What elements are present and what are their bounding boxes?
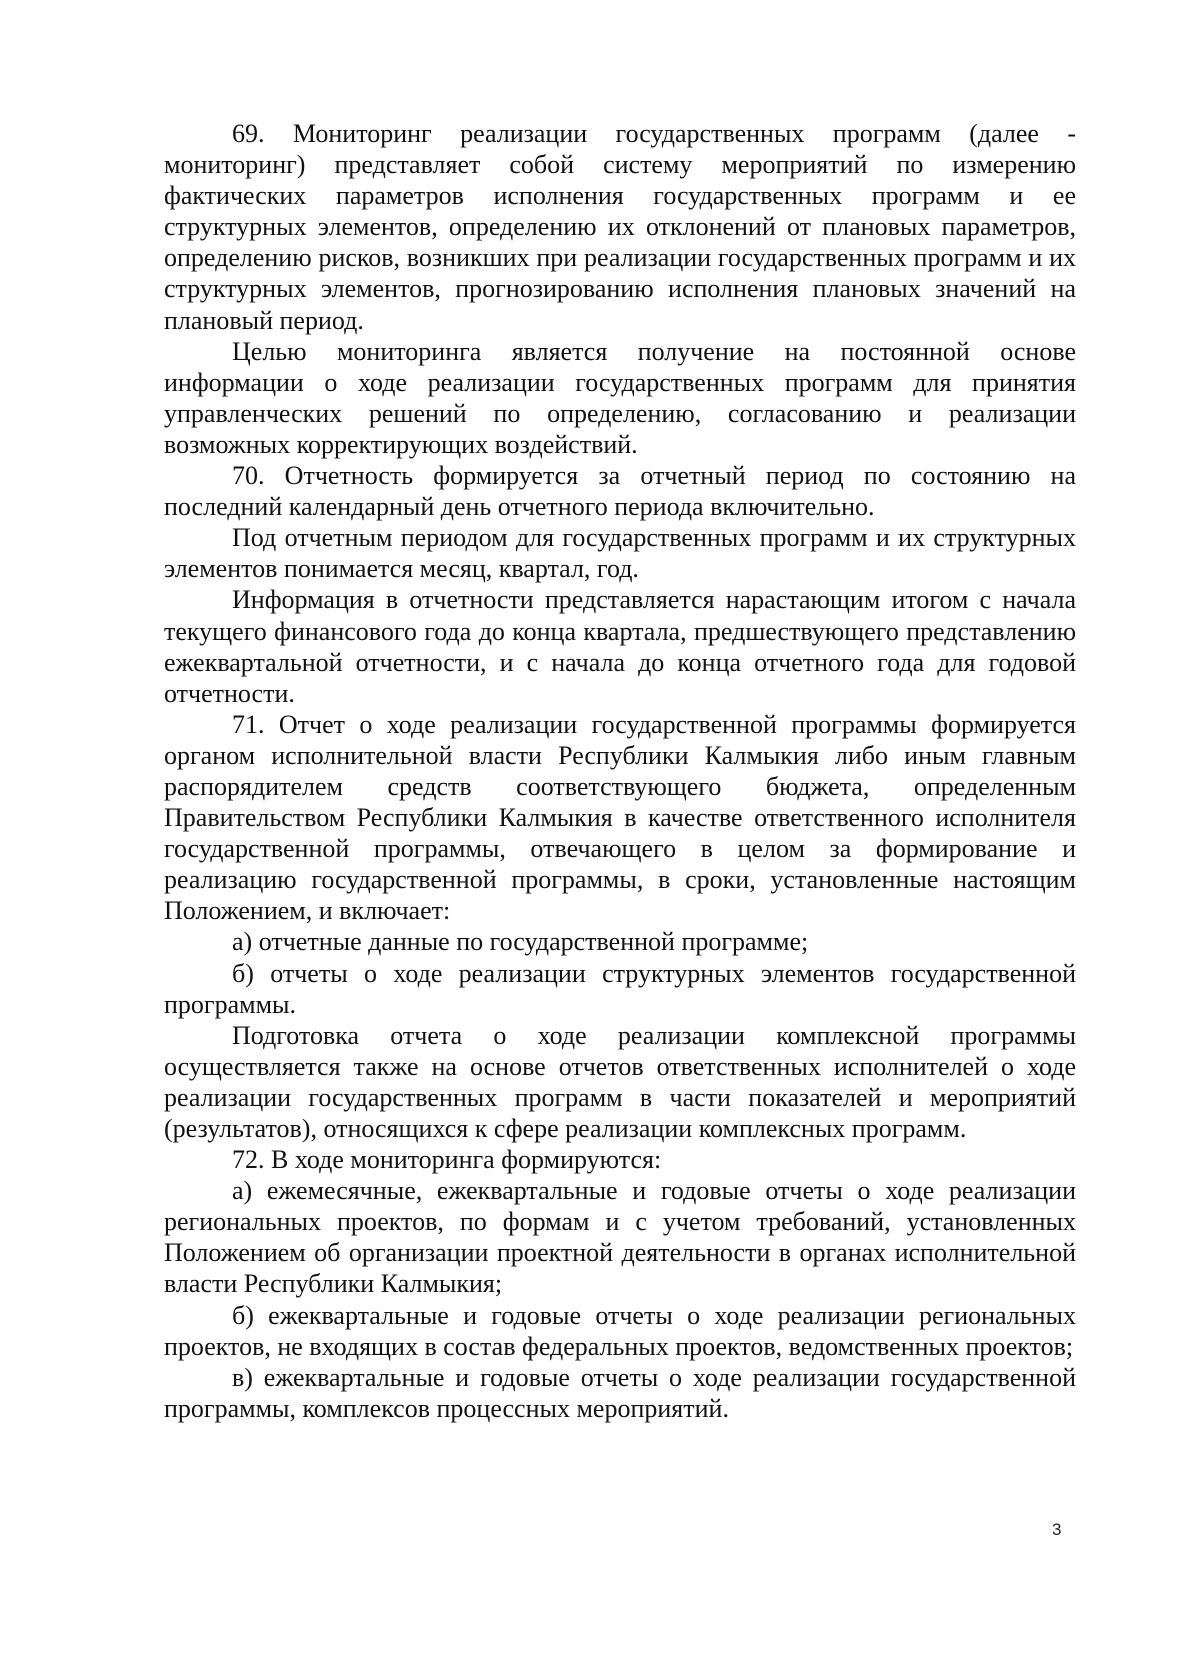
document-body <box>164 118 1076 1424</box>
list-item-71-b: б) отчеты о ходе реализации структурных элементов государственной программы. <box>164 958 1076 1019</box>
paragraph-reporting-period: Под отчетным периодом для государственных программ и их структурных элементов понимается месяц, квартал, год. <box>164 523 1076 584</box>
paragraph-reporting-info: Информация в отчетности представляется нарастающим итогом с начала текущего финансового года до конца квартала, предшествующего представлению ежеквартальной отчетности, и с начала до конца отчетного года для годовой отчетности. <box>164 585 1076 708</box>
paragraph-72: 72. В ходе мониторинга формируются: <box>232 1145 662 1175</box>
paragraph-70: 70. Отчетность формируется за отчетный период по состоянию на последний календарный день отчетного периода включительно. <box>164 461 1076 522</box>
list-item-72-b: б) ежеквартальные и годовые отчеты о ходе реализации региональных проектов, не входящих в состав федеральных проектов, ведомственных проектов; <box>164 1300 1076 1361</box>
list-item-72-a: а) ежемесячные, ежеквартальные и годовые отчеты о ходе реализации региональных проектов, по формам и с учетом требований, установленных Положением об организации проектной деятельности в органах исполнительной власти Республики Калмыкия; <box>164 1176 1076 1299</box>
paragraph-69: 69. Мониторинг реализации государственных программ (далее - мониторинг) представляет собой систему мероприятий по измерению фактических параметров исполнения государственных программ и ее структурных элементов, определению их отклонений от плановых параметров, определению рисков, возникших при реализации государственных программ и их структурных элементов, прогнозированию исполнения плановых значений на плановый период. <box>164 119 1076 335</box>
list-item-72-c: в) ежеквартальные и годовые отчеты о ходе реализации государственной программы, комплексов процессных мероприятий. <box>164 1362 1076 1423</box>
page-number: 3 <box>1052 1520 1062 1539</box>
paragraph-monitoring-goal: Целью мониторинга является получение на постоянной основе информации о ходе реализации государственных программ для принятия управленческих решений по определению, согласованию и реализации возможных корректирующих воздействий. <box>164 336 1076 459</box>
list-item-71-a: а) отчетные данные по государственной программе; <box>232 927 809 957</box>
paragraph-complex-program-report: Подготовка отчета о ходе реализации комплексной программы осуществляется также на основе отчетов ответственных исполнителей о ходе реализации государственных программ в части показателей и мероприятий (результатов), относящихся к сфере реализации комплексных программ. <box>164 1020 1076 1143</box>
paragraph-71: 71. Отчет о ходе реализации государственной программы формируется органом исполнительной власти Республики Калмыкия либо иным главным распорядителем средств соответствующего бюджета, определенным Правительством Республики Калмыкия в качестве ответственного исполнителя государственной программы, отвечающего в целом за формирование и реализацию государственной программы, в сроки, установленные настоящим Положением, и включает: <box>164 709 1076 926</box>
